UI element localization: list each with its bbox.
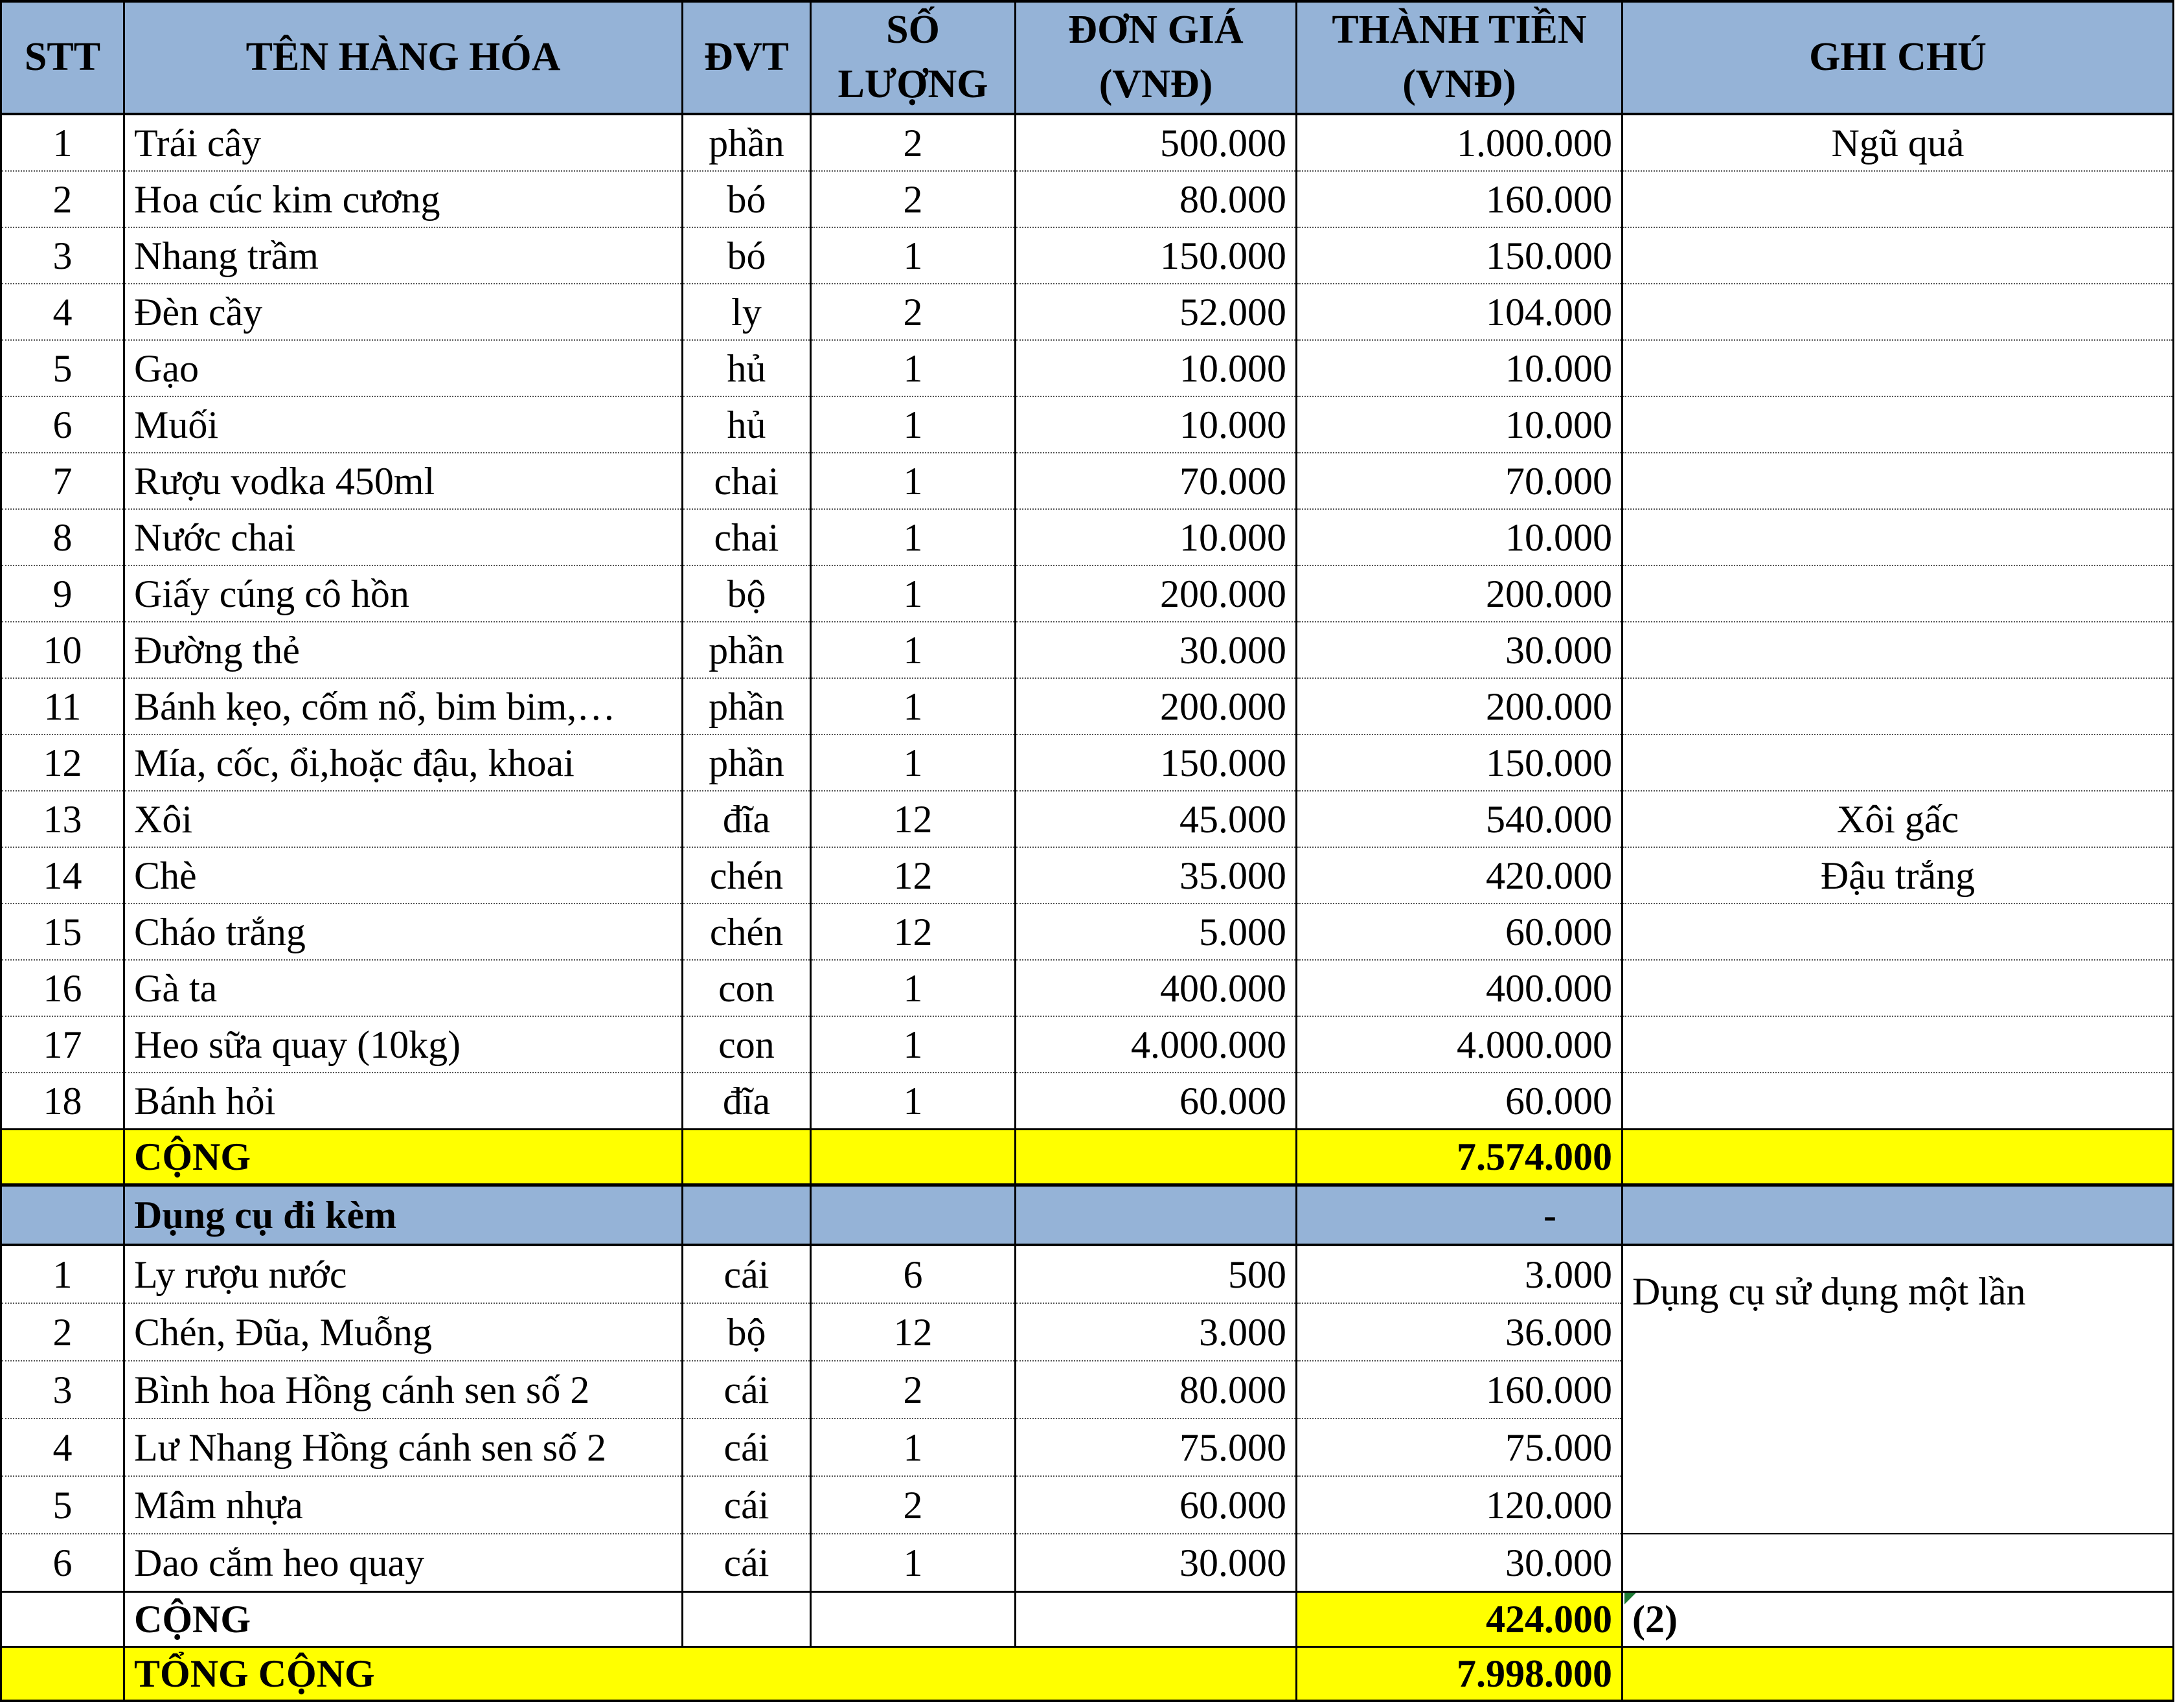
total-cell[interactable]: 150.000 <box>1297 227 1623 284</box>
note-cell[interactable] <box>1623 904 2174 960</box>
price-cell[interactable]: 80.000 <box>1016 1361 1297 1418</box>
stt-cell[interactable]: 6 <box>1 396 124 453</box>
table-row <box>1 960 2174 1016</box>
stt-cell[interactable] <box>1 1647 124 1702</box>
note-cell[interactable]: Đậu trắng <box>1623 847 2174 904</box>
stt-cell[interactable]: 2 <box>1 171 124 227</box>
unit-cell[interactable]: cái <box>683 1534 811 1592</box>
stt-cell[interactable]: 16 <box>1 960 124 1016</box>
qty-cell[interactable]: 1 <box>811 227 1016 284</box>
name-cell[interactable]: Muối <box>124 396 683 453</box>
total-cell[interactable]: 60.000 <box>1297 1073 1623 1130</box>
qty-cell[interactable]: 2 <box>811 1476 1016 1534</box>
price-cell[interactable]: 35.000 <box>1016 847 1297 904</box>
note-cell[interactable] <box>1623 1185 2174 1246</box>
grand-total-value[interactable]: 7.998.000 <box>1297 1647 1623 1702</box>
stt-cell[interactable]: 13 <box>1 791 124 847</box>
subtotal2-note[interactable]: (2) <box>1623 1592 2174 1647</box>
stt-cell[interactable]: 12 <box>1 734 124 791</box>
name-cell[interactable]: Trái cây <box>124 114 683 171</box>
note-cell[interactable] <box>1623 1534 2174 1592</box>
unit-cell[interactable]: cái <box>683 1476 811 1534</box>
subtotal-row <box>1 1130 2174 1185</box>
price-cell[interactable]: 60.000 <box>1016 1073 1297 1130</box>
stt-cell[interactable]: 4 <box>1 284 124 340</box>
note-cell[interactable]: Ngũ quả <box>1623 114 2174 171</box>
name-cell[interactable]: Giấy cúng cô hồn <box>124 565 683 622</box>
price-cell[interactable] <box>1016 1592 1297 1647</box>
table-row <box>1 904 2174 960</box>
unit-cell[interactable]: phần <box>683 678 811 734</box>
price-cell[interactable]: 45.000 <box>1016 791 1297 847</box>
qty-cell[interactable]: 2 <box>811 114 1016 171</box>
total-cell[interactable]: 3.000 <box>1297 1245 1623 1303</box>
header-row <box>1 1 2174 114</box>
qty-cell[interactable] <box>811 1185 1016 1246</box>
stt-cell[interactable]: 5 <box>1 340 124 396</box>
stt-cell[interactable]: 11 <box>1 678 124 734</box>
price-cell[interactable]: 150.000 <box>1016 734 1297 791</box>
header-note[interactable]: GHI CHÚ <box>1623 1 2174 114</box>
total-cell[interactable]: 160.000 <box>1297 171 1623 227</box>
stt-cell[interactable]: 6 <box>1 1534 124 1592</box>
stt-cell[interactable] <box>1 1592 124 1647</box>
total-cell[interactable]: 200.000 <box>1297 565 1623 622</box>
stt-cell[interactable]: 10 <box>1 622 124 678</box>
unit-cell[interactable] <box>683 1130 811 1185</box>
unit-cell[interactable]: phần <box>683 734 811 791</box>
name-cell[interactable]: Cháo trắng <box>124 904 683 960</box>
stt-cell[interactable] <box>1 1185 124 1246</box>
stt-cell[interactable]: 1 <box>1 1245 124 1303</box>
stt-cell[interactable]: 18 <box>1 1073 124 1130</box>
qty-cell[interactable]: 1 <box>811 1534 1016 1592</box>
note-cell[interactable] <box>1623 171 2174 227</box>
note-cell[interactable] <box>1623 960 2174 1016</box>
table-row <box>1 509 2174 565</box>
header-unit[interactable]: ĐVT <box>683 1 811 114</box>
total-cell[interactable]: 75.000 <box>1297 1418 1623 1476</box>
name-cell[interactable]: Mâm nhựa <box>124 1476 683 1534</box>
price-cell[interactable]: 5.000 <box>1016 904 1297 960</box>
unit-cell[interactable]: bó <box>683 171 811 227</box>
stt-cell[interactable]: 2 <box>1 1303 124 1361</box>
name-cell[interactable]: Gà ta <box>124 960 683 1016</box>
unit-cell[interactable]: ly <box>683 284 811 340</box>
name-cell[interactable]: Hoa cúc kim cương <box>124 171 683 227</box>
unit-cell[interactable]: hủ <box>683 396 811 453</box>
qty-cell[interactable]: 1 <box>811 565 1016 622</box>
price-cell[interactable]: 4.000.000 <box>1016 1016 1297 1073</box>
total-cell[interactable]: 70.000 <box>1297 453 1623 509</box>
section-total[interactable]: - <box>1297 1185 1623 1246</box>
unit-cell[interactable]: hủ <box>683 340 811 396</box>
price-cell[interactable]: 52.000 <box>1016 284 1297 340</box>
table-row <box>1 1245 2174 1303</box>
table-row <box>1 678 2174 734</box>
total-cell[interactable]: 10.000 <box>1297 509 1623 565</box>
name-cell[interactable]: Đường thẻ <box>124 622 683 678</box>
price-cell[interactable]: 70.000 <box>1016 453 1297 509</box>
subtotal2-label[interactable]: CỘNG <box>124 1592 683 1647</box>
price-cell[interactable]: 30.000 <box>1016 1534 1297 1592</box>
note-cell[interactable] <box>1623 340 2174 396</box>
name-cell[interactable]: Đèn cầy <box>124 284 683 340</box>
stt-cell[interactable]: 17 <box>1 1016 124 1073</box>
stt-cell[interactable]: 3 <box>1 1361 124 1418</box>
unit-cell[interactable]: chén <box>683 904 811 960</box>
name-cell[interactable]: Nhang trầm <box>124 227 683 284</box>
note-cell[interactable] <box>1623 284 2174 340</box>
unit-cell[interactable]: bộ <box>683 1303 811 1361</box>
total-cell[interactable]: 60.000 <box>1297 904 1623 960</box>
price-cell[interactable]: 30.000 <box>1016 622 1297 678</box>
name-cell[interactable]: Bánh hỏi <box>124 1073 683 1130</box>
qty-cell[interactable]: 1 <box>811 340 1016 396</box>
total-cell[interactable]: 10.000 <box>1297 340 1623 396</box>
note-cell[interactable] <box>1623 1130 2174 1185</box>
unit-cell[interactable]: bộ <box>683 565 811 622</box>
name-cell[interactable]: Dao cắm heo quay <box>124 1534 683 1592</box>
tools-note[interactable]: Dụng cụ sử dụng một lần <box>1623 1245 2174 1534</box>
subtotal2-row <box>1 1592 2174 1647</box>
name-cell[interactable]: Gạo <box>124 340 683 396</box>
unit-cell[interactable]: chai <box>683 453 811 509</box>
qty-cell[interactable]: 2 <box>811 284 1016 340</box>
qty-cell[interactable]: 2 <box>811 1361 1016 1418</box>
total-cell[interactable]: 420.000 <box>1297 847 1623 904</box>
unit-cell[interactable]: con <box>683 960 811 1016</box>
total-cell[interactable]: 120.000 <box>1297 1476 1623 1534</box>
qty-cell[interactable]: 1 <box>811 678 1016 734</box>
header-total[interactable]: THÀNH TIỀN (VNĐ) <box>1297 1 1623 114</box>
qty-cell[interactable]: 2 <box>811 171 1016 227</box>
total-cell[interactable]: 200.000 <box>1297 678 1623 734</box>
grand-total-label[interactable]: TỔNG CỘNG <box>124 1647 1297 1702</box>
unit-cell[interactable]: cái <box>683 1361 811 1418</box>
name-cell[interactable]: Rượu vodka 450ml <box>124 453 683 509</box>
total-cell[interactable]: 36.000 <box>1297 1303 1623 1361</box>
total-cell[interactable]: 400.000 <box>1297 960 1623 1016</box>
table-row <box>1 734 2174 791</box>
total-cell[interactable]: 540.000 <box>1297 791 1623 847</box>
note-cell[interactable] <box>1623 565 2174 622</box>
note-cell[interactable] <box>1623 509 2174 565</box>
stt-cell[interactable]: 14 <box>1 847 124 904</box>
qty-cell[interactable]: 12 <box>811 791 1016 847</box>
qty-cell[interactable]: 1 <box>811 509 1016 565</box>
unit-cell[interactable]: đĩa <box>683 1073 811 1130</box>
total-cell[interactable]: 150.000 <box>1297 734 1623 791</box>
stt-cell[interactable]: 7 <box>1 453 124 509</box>
price-cell[interactable]: 3.000 <box>1016 1303 1297 1361</box>
stt-cell[interactable]: 15 <box>1 904 124 960</box>
price-cell[interactable] <box>1016 1130 1297 1185</box>
table-row <box>1 227 2174 284</box>
price-cell[interactable]: 10.000 <box>1016 396 1297 453</box>
table-row <box>1 791 2174 847</box>
note-cell[interactable] <box>1623 1073 2174 1130</box>
qty-cell[interactable]: 12 <box>811 904 1016 960</box>
total-cell[interactable]: 1.000.000 <box>1297 114 1623 171</box>
qty-cell[interactable]: 6 <box>811 1245 1016 1303</box>
qty-cell[interactable]: 1 <box>811 734 1016 791</box>
qty-cell[interactable]: 1 <box>811 960 1016 1016</box>
qty-cell[interactable] <box>811 1592 1016 1647</box>
stt-cell[interactable]: 8 <box>1 509 124 565</box>
total-cell[interactable]: 30.000 <box>1297 1534 1623 1592</box>
note-cell[interactable] <box>1623 622 2174 678</box>
header-qty[interactable]: SỐ LƯỢNG <box>811 1 1016 114</box>
note-cell[interactable] <box>1623 1647 2174 1702</box>
qty-cell[interactable]: 1 <box>811 1418 1016 1476</box>
unit-cell[interactable]: con <box>683 1016 811 1073</box>
unit-cell[interactable] <box>683 1185 811 1246</box>
subtotal-value[interactable]: 7.574.000 <box>1297 1130 1623 1185</box>
price-cell[interactable]: 10.000 <box>1016 340 1297 396</box>
table-row <box>1 340 2174 396</box>
name-cell[interactable]: Chè <box>124 847 683 904</box>
name-cell[interactable]: Ly rượu nước <box>124 1245 683 1303</box>
note-cell[interactable] <box>1623 1016 2174 1073</box>
price-cell[interactable]: 400.000 <box>1016 960 1297 1016</box>
qty-cell[interactable]: 1 <box>811 1073 1016 1130</box>
qty-cell[interactable]: 1 <box>811 1016 1016 1073</box>
qty-cell[interactable]: 12 <box>811 1303 1016 1361</box>
note-cell[interactable] <box>1623 396 2174 453</box>
table-row <box>1 396 2174 453</box>
table-row <box>1 284 2174 340</box>
unit-cell[interactable]: cái <box>683 1245 811 1303</box>
price-cell[interactable]: 60.000 <box>1016 1476 1297 1534</box>
table-row <box>1 1073 2174 1130</box>
name-cell[interactable]: Bánh kẹo, cốm nổ, bim bim,… <box>124 678 683 734</box>
price-cell[interactable]: 200.000 <box>1016 565 1297 622</box>
price-cell[interactable]: 150.000 <box>1016 227 1297 284</box>
stt-cell[interactable]: 9 <box>1 565 124 622</box>
unit-cell[interactable]: chén <box>683 847 811 904</box>
table-row <box>1 565 2174 622</box>
price-cell[interactable]: 500.000 <box>1016 114 1297 171</box>
price-cell[interactable]: 200.000 <box>1016 678 1297 734</box>
stt-cell[interactable]: 4 <box>1 1418 124 1476</box>
price-cell[interactable]: 80.000 <box>1016 171 1297 227</box>
total-cell[interactable]: 160.000 <box>1297 1361 1623 1418</box>
qty-cell[interactable]: 1 <box>811 453 1016 509</box>
subtotal-label[interactable]: CỘNG <box>124 1130 683 1185</box>
table-row <box>1 1534 2174 1592</box>
subtotal2-value[interactable]: 424.000 <box>1297 1592 1623 1647</box>
table-row <box>1 114 2174 171</box>
section-row <box>1 1185 2174 1246</box>
header-stt[interactable]: STT <box>1 1 124 114</box>
price-cell[interactable]: 500 <box>1016 1245 1297 1303</box>
total-cell[interactable]: 10.000 <box>1297 396 1623 453</box>
price-cell[interactable]: 75.000 <box>1016 1418 1297 1476</box>
qty-cell[interactable]: 1 <box>811 622 1016 678</box>
note-cell[interactable] <box>1623 734 2174 791</box>
total-cell[interactable]: 30.000 <box>1297 622 1623 678</box>
header-price[interactable]: ĐƠN GIÁ (VNĐ) <box>1016 1 1297 114</box>
total-cell[interactable]: 104.000 <box>1297 284 1623 340</box>
name-cell[interactable]: Chén, Đũa, Muỗng <box>124 1303 683 1361</box>
unit-cell[interactable]: đĩa <box>683 791 811 847</box>
table-row <box>1 453 2174 509</box>
table-row <box>1 171 2174 227</box>
table-row <box>1 1016 2174 1073</box>
price-cell[interactable]: 10.000 <box>1016 509 1297 565</box>
table-row <box>1 622 2174 678</box>
stt-cell[interactable]: 5 <box>1 1476 124 1534</box>
note-cell[interactable] <box>1623 227 2174 284</box>
total-cell[interactable]: 4.000.000 <box>1297 1016 1623 1073</box>
note-cell[interactable] <box>1623 678 2174 734</box>
name-cell[interactable]: Lư Nhang Hồng cánh sen số 2 <box>124 1418 683 1476</box>
stt-cell[interactable]: 1 <box>1 114 124 171</box>
note-cell[interactable] <box>1623 453 2174 509</box>
qty-cell[interactable]: 12 <box>811 847 1016 904</box>
name-cell[interactable]: Bình hoa Hồng cánh sen số 2 <box>124 1361 683 1418</box>
unit-cell[interactable]: phần <box>683 622 811 678</box>
stt-cell[interactable] <box>1 1130 124 1185</box>
note-cell[interactable]: Xôi gấc <box>1623 791 2174 847</box>
unit-cell[interactable]: bó <box>683 227 811 284</box>
unit-cell[interactable]: phần <box>683 114 811 171</box>
stt-cell[interactable]: 3 <box>1 227 124 284</box>
grand-total-row <box>1 1647 2174 1702</box>
qty-cell[interactable] <box>811 1130 1016 1185</box>
name-cell[interactable]: Xôi <box>124 791 683 847</box>
unit-cell[interactable]: cái <box>683 1418 811 1476</box>
section-label[interactable]: Dụng cụ đi kèm <box>124 1185 683 1246</box>
name-cell[interactable]: Mía, cốc, ổi,hoặc đậu, khoai <box>124 734 683 791</box>
header-name[interactable]: TÊN HÀNG HÓA <box>124 1 683 114</box>
qty-cell[interactable]: 1 <box>811 396 1016 453</box>
table-row <box>1 847 2174 904</box>
unit-cell[interactable] <box>683 1592 811 1647</box>
name-cell[interactable]: Heo sữa quay (10kg) <box>124 1016 683 1073</box>
unit-cell[interactable]: chai <box>683 509 811 565</box>
name-cell[interactable]: Nước chai <box>124 509 683 565</box>
price-cell[interactable] <box>1016 1185 1297 1246</box>
